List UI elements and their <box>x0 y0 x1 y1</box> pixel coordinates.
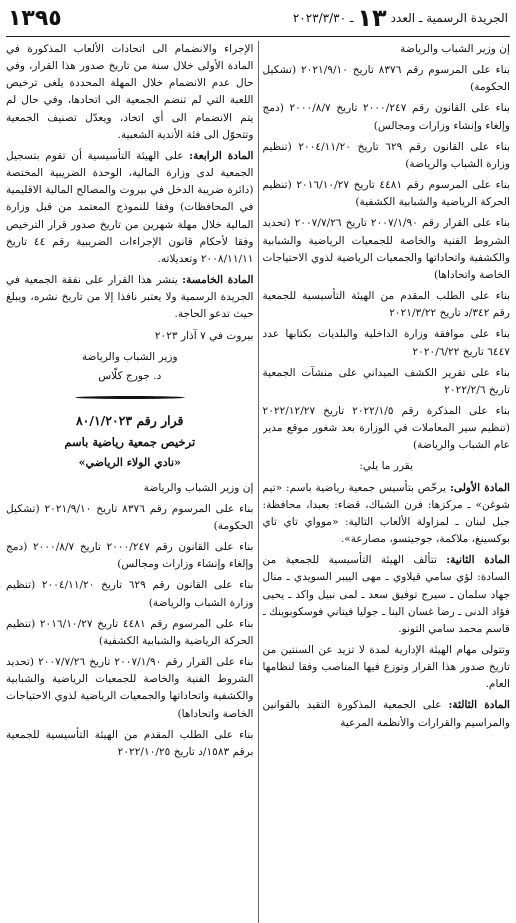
place-date: بيروت في ٧ آذار ٢٠٢٣ <box>154 329 254 342</box>
article-3 <box>263 697 511 731</box>
signer-name: د. جورج كلّاس <box>98 369 162 382</box>
decree-club-name: «نادي الولاء الرياضي» <box>78 455 181 469</box>
recital: بناء على المرسوم رقم ٨٣٧٦ تاريخ ٢٠٢١/٩/١٠ (تشكيل الحكومة) <box>262 64 510 94</box>
recital: بناء على الطلب المقدم من الهيئة التأسيسية للجمعية برقم ١٥٨٣/د تاريخ ٢٠٢٢/١٠/٢٥ <box>6 728 254 758</box>
article-label: المادة الخامسة: <box>182 274 254 287</box>
columns <box>6 41 510 923</box>
article-label: المادة الثانية: <box>446 554 510 567</box>
article-text: ينشر هذا القرار على نفقة الجمعية في الجريدة الرسمية ولا يعتبر نافذا إلا من تاريخ نشره، ويبلغ حيث تدعو الحاجة. <box>6 274 254 321</box>
recital: بناء على القانون رقم ٢٠٠٠/٢٤٧ تاريخ ٢٠٠٠/٨/٧ (دمج وإلغاء وإنشاء وزارات ومجالس) <box>6 541 254 571</box>
recital: بناء على الطلب المقدم من الهيئة التأسيسية للجمعية رقم ٣٤٢/د تاريخ ٢٠٢١/٣/٢٢ <box>262 290 510 320</box>
recital: بناء على القانون رقم ٦٢٩ تاريخ ٢٠٠٤/١١/٢٠ (تنظيم وزارة الشباب والرياضة) <box>262 140 510 170</box>
article-text: يرخّص بتأسيس جمعية رياضية باسم: «تيم شوغن» ـ مركزها: فرن الشباك، قضاء: بعبدا، محافظة: جبل لبنان ـ لمزاولة الألعاب التالية: «موواي تاي تاي بوكسينغ، ملاكمة، جوجيتسو، مصارعة». <box>262 481 510 546</box>
decides-line: يقرر ما يلي: <box>359 460 414 473</box>
continuation-text: الإجراء والانضمام الى اتحادات الألعاب المذكورة في المادة الأولى خلال سنة من تاريخ صدور هذا القرار، وفي حال عدم الانضمام خلال المهلة المحددة يلغى ترخيص اللعبة التي لم تنضم الجمعية الى اتحادها، وفي حال لم يتم الانضمام الى أي اتحاد، ويعدّل تصنيف الجمعية وتتحوّل الى فئة الأندية الشعبية. <box>6 43 254 141</box>
recital: بناء على القانون رقم ٦٢٩ تاريخ ٢٠٠٤/١١/٢٠ (تنظيم وزارة الشباب والرياضة) <box>6 579 254 609</box>
recital: بناء على القرار رقم ٢٠٠٧/١/٩٠ تاريخ ٢٠٠٧/٧/٢٦ (تحديد الشروط الفنية والخاصة للجمعيات الرياضية والشبابية والكشفية واتحاداتها والجمعيات الرياضية لذوي الاحتياجات الخاصة واتحاداها) <box>262 217 510 281</box>
page-number: ١٣٩٥ <box>8 5 62 31</box>
recital: بناء على المذكرة رقم ٢٠٢٢/١/٥ تاريخ ٢٠٢٢/١٢/٢٧ (تنظيم سير المعاملات في الوزارة بعد شغور موقع مدير عام الشباب والرياضة) <box>262 404 510 452</box>
decree-title: قرار رقم ٨٠/١/٢٠٢٣ <box>75 412 184 428</box>
article-5 <box>6 272 254 323</box>
article-4 <box>6 148 254 268</box>
article-text: تتألف الهيئة التأسيسية للجمعية من السادة: لؤي سامي قيلاوي ـ مهى الييبر السويدي ـ منال جهاد سلمان ـ سيرج توفيق سعد ـ لمى نبيل واكد ـ يحيى فؤاد الدنى ـ رضا غسان البنا ـ جوليا فيتاني فوسكوبوينك ـ قاسم محمد سامي التونو. <box>262 554 510 635</box>
article-label: المادة الثالثة: <box>448 699 510 712</box>
header-title-block <box>293 6 508 30</box>
article-1 <box>263 480 511 549</box>
section-ornament <box>6 393 254 403</box>
recital: بناء على تقرير الكشف الميداني على منشآت الجمعية تاريخ ٢٠٢٢/٢/٦ <box>262 366 510 396</box>
article-label: المادة الأولى: <box>449 481 510 494</box>
right-column <box>263 41 511 923</box>
recital: بناء على القرار رقم ٢٠٠٧/١/٩٠ تاريخ ٢٠٠٧/٧/٢٦ (تحديد الشروط الفنية والخاصة للجمعيات الرياضية والشبابية والكشفية واتحاداتها والجمعيات الرياضية لذوي الاحتياجات الخاصة واتحاداها) <box>6 656 254 720</box>
decree-subject: ترخيص جمعية رياضية باسم <box>64 435 196 450</box>
recital: بناء على القانون رقم ٢٠٠٠/٢٤٧ تاريخ ٢٠٠٠/٨/٧ (دمج وإلغاء وإنشاء وزارات ومجالس) <box>262 102 510 132</box>
minister-line: إن وزير الشباب والرياضة <box>143 481 254 494</box>
article-label: المادة الرابعة: <box>189 149 254 162</box>
article-text: على الجمعية المذكورة التقيد بالقوانين والمراسيم والقرارات والأنظمة المرعية <box>262 699 510 729</box>
page-header <box>6 0 510 37</box>
recital: بناء على المرسوم رقم ٤٤٨١ تاريخ ٢٠١٦/١٠/٢٧ (تنظيم الحركة الرياضية والشبابية الكشفية) <box>262 179 510 209</box>
column-divider <box>258 41 259 923</box>
recital: بناء على المرسوم رقم ٤٤٨١ تاريخ ٢٠١٦/١٠/٢٧ (تنظيم الحركة الرياضية والشبابية الكشفية) <box>6 617 254 647</box>
minister-line: إن وزير الشباب والرياضة <box>400 43 510 55</box>
article-2-continued: وتتولى مهام الهيئة الإدارية لمدة لا تزيد عن السنتين من تاريخ صدور هذا القرار وتوزع فيها المناصب وفقا لنظامها العام. <box>262 644 510 691</box>
article-text: على الهيئة التأسيسية أن تقوم بتسجيل الجمعية لدى وزارة المالية، الوحدة الضريبية المختصة (دائرة ضريبة الدخل في بيروت والمصالح المالية الاقليمية في المحافظات) وفقا للنموذج المعتمد من قبل وزارة المالية خلال مهلة شهرين من تاريخ صدور قرار الترخيص وفقا لأحكام قانون الإجراءات الضريبية رقم ٤٤ تاريخ ٢٠٠٨/١١/١١ وتعديلاته. <box>6 149 254 265</box>
gazette-title: الجريدة الرسمية ـ العدد <box>390 11 508 25</box>
recital: بناء على موافقة وزارة الداخلية والبلديات بكتابها عدد ٦٤٤٧ تاريخ ٢٠٢٠/٦/٢٢ <box>262 328 510 358</box>
recital: بناء على المرسوم رقم ٨٣٧٦ تاريخ ٢٠٢١/٩/١٠ (تشكيل الحكومة) <box>6 502 254 532</box>
signer-title: وزير الشباب والرياضة <box>81 350 178 363</box>
issue-date: ـ ٢٠٢٣/٣/٣٠ <box>292 11 354 25</box>
article-2 <box>263 552 511 638</box>
issue-number: ١٣ <box>357 4 387 32</box>
left-column <box>6 41 254 923</box>
